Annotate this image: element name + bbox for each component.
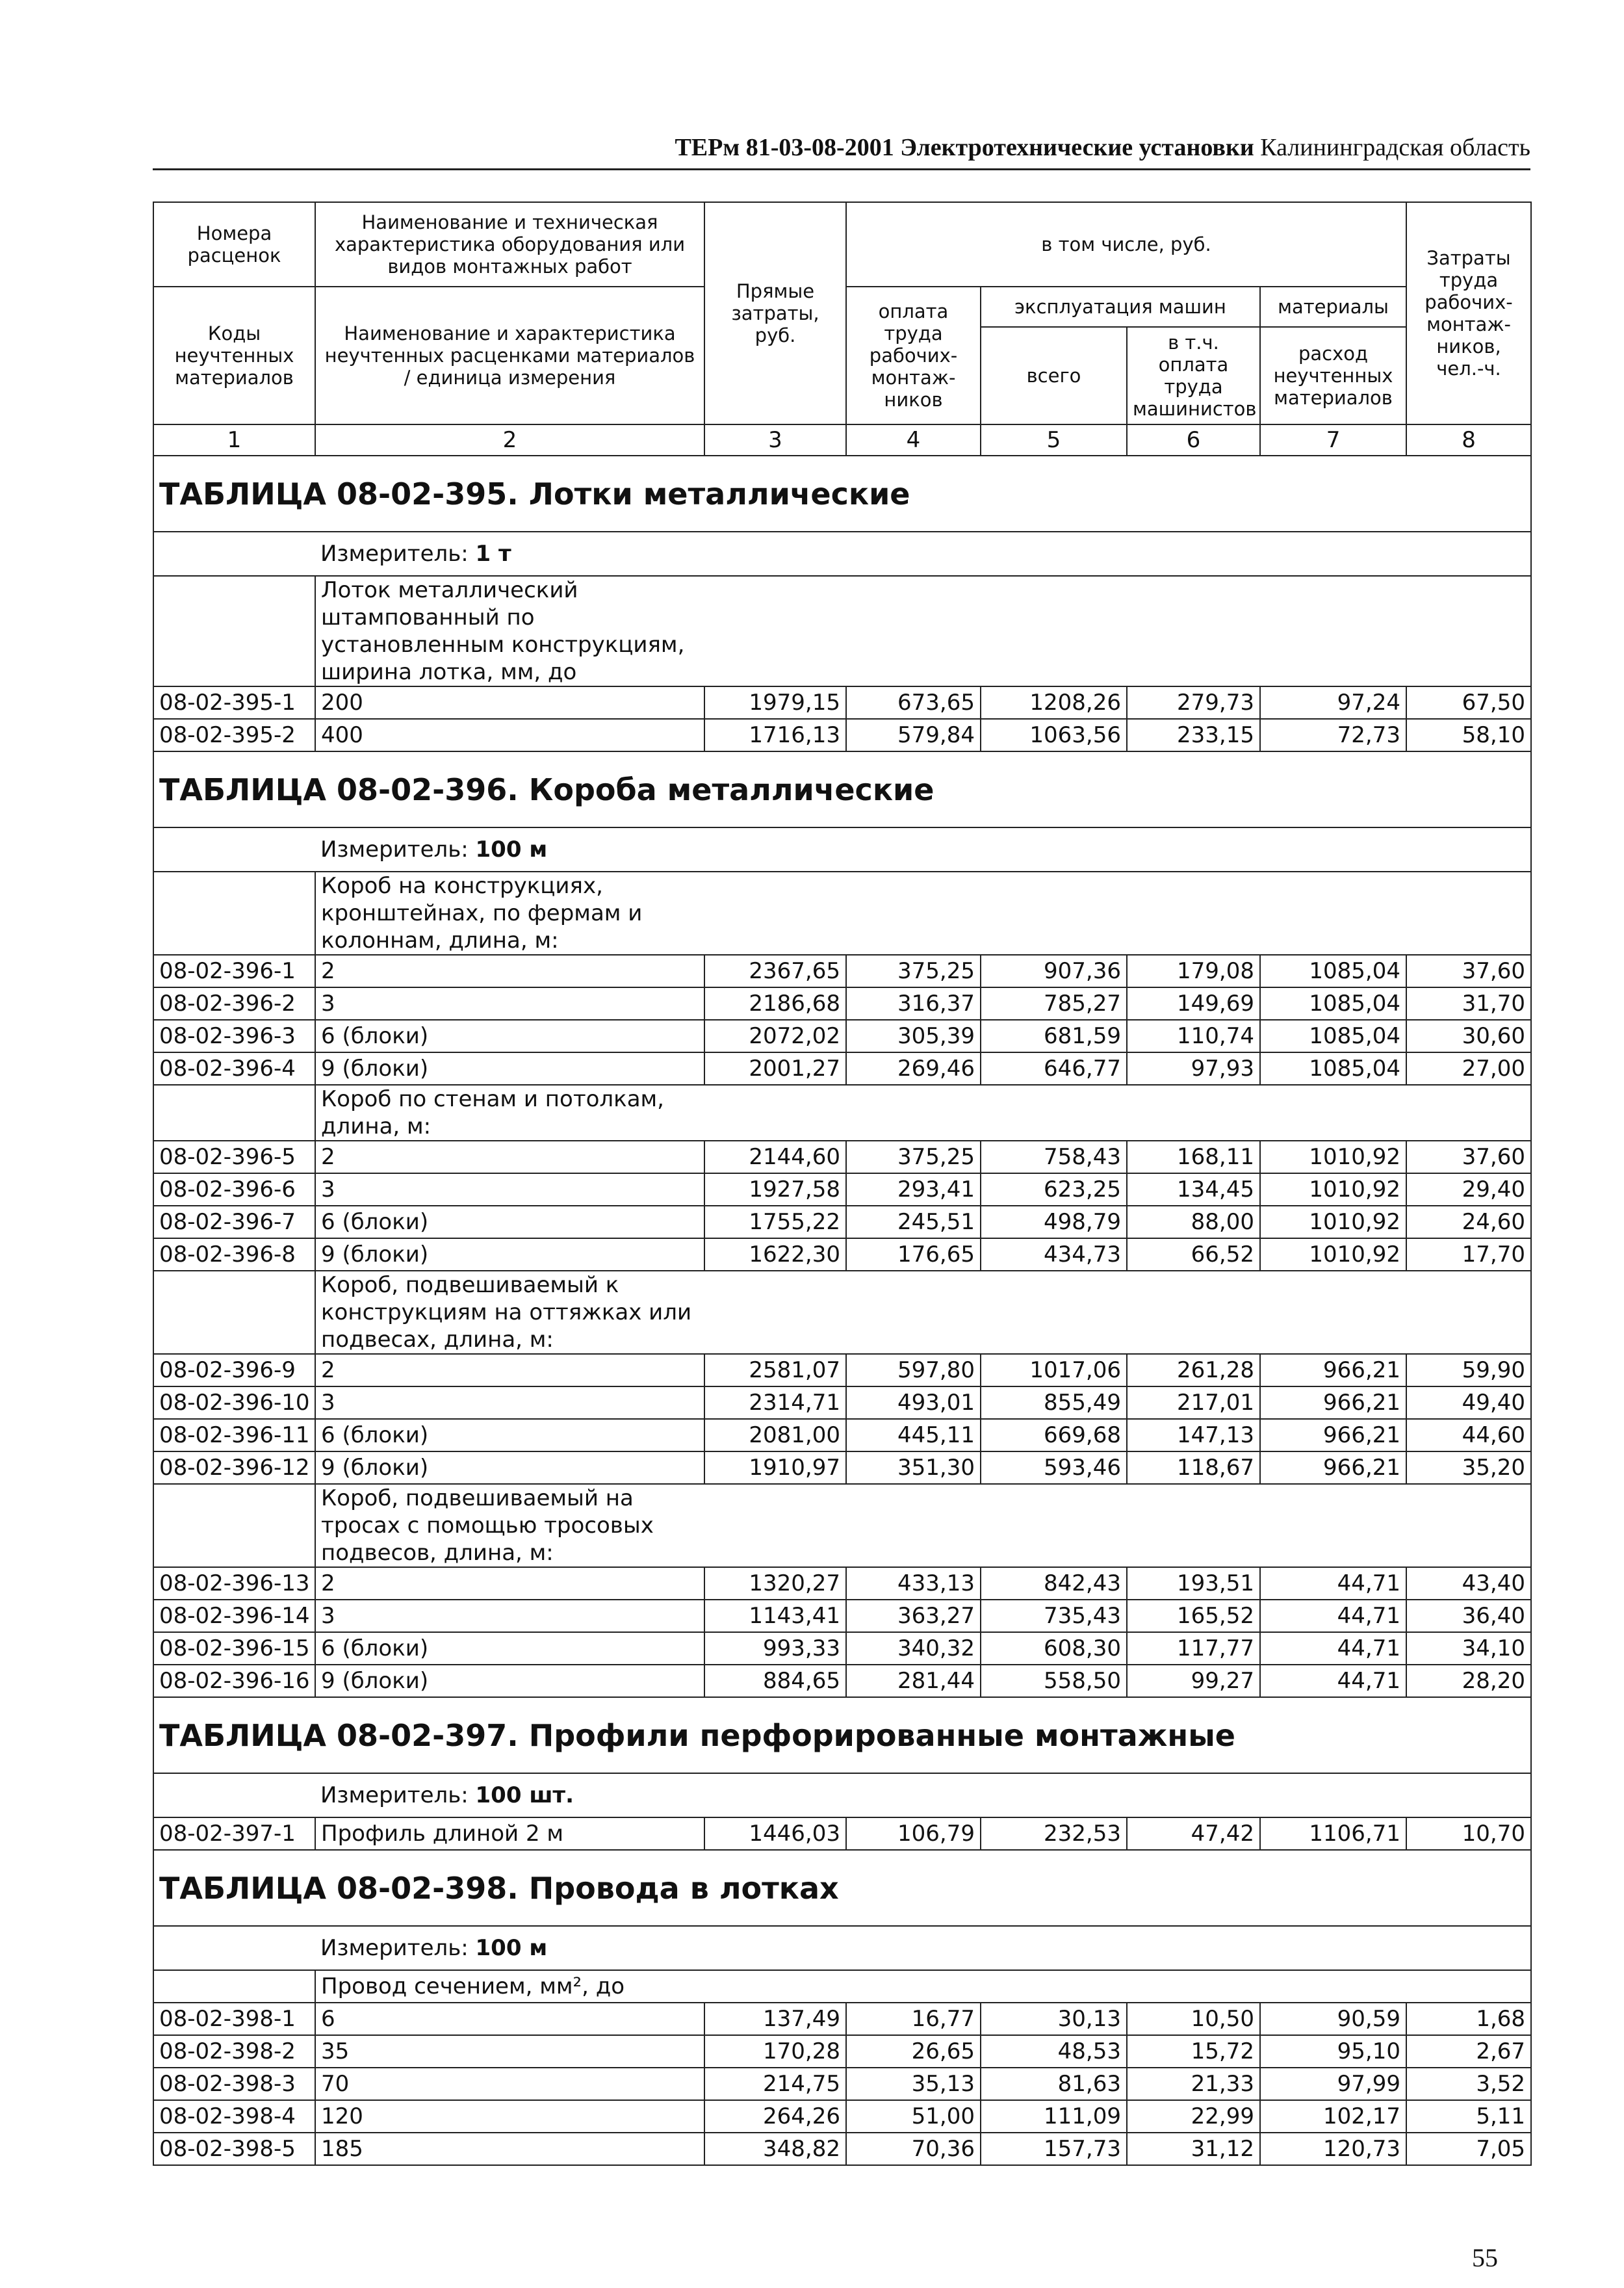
table-row [153,1386,1531,1419]
rate-value-col3: 2314,71 [704,1386,846,1419]
rate-value-col7: 44,71 [1260,1632,1406,1665]
rate-code: 08-02-398-2 [153,2035,315,2068]
rate-value-col4: 35,13 [846,2068,981,2100]
desc-spacer [153,1970,315,2003]
running-header [153,133,1530,170]
rate-value-col5: 758,43 [981,1141,1127,1173]
rate-value-col4: 673,65 [846,686,981,719]
rate-value-col5: 842,43 [981,1567,1127,1600]
rate-value-col7: 90,59 [1260,2003,1406,2035]
col-header-machines-total: всего [981,327,1127,424]
rate-value-col6: 15,72 [1127,2035,1260,2068]
rate-code: 08-02-395-2 [153,719,315,751]
rate-value-col4: 316,37 [846,987,981,1020]
table-row [153,1052,1531,1085]
col-header-materials: материалы [1260,287,1406,327]
table-row [153,955,1531,987]
rate-value-col7: 97,24 [1260,686,1406,719]
desc-filler [704,1271,1531,1354]
table-row [153,1020,1531,1052]
desc-spacer [153,1484,315,1567]
measurement-unit [315,827,1531,872]
table-row [153,1173,1531,1206]
rate-value-col6: 10,50 [1127,2003,1260,2035]
measurement-value: 1 т [475,541,511,567]
rate-value-col6: 179,08 [1127,955,1260,987]
rate-value-col8: 43,40 [1406,1567,1531,1600]
rate-value-col7: 102,17 [1260,2100,1406,2133]
rate-value-col3: 264,26 [704,2100,846,2133]
rate-value-col3: 2001,27 [704,1052,846,1085]
measurement-unit [315,1773,1531,1817]
desc-filler [704,1484,1531,1567]
rate-value-col3: 2581,07 [704,1354,846,1386]
rate-value-col3: 1320,27 [704,1567,846,1600]
rate-value-col3: 2186,68 [704,987,846,1020]
rate-value-col6: 21,33 [1127,2068,1260,2100]
rate-parameter: 2 [315,1567,704,1600]
rate-value-col7: 72,73 [1260,719,1406,751]
rate-value-col5: 735,43 [981,1600,1127,1632]
rate-value-col5: 48,53 [981,2035,1127,2068]
table-body [153,456,1531,2165]
rate-value-col7: 966,21 [1260,1386,1406,1419]
rate-value-col3: 214,75 [704,2068,846,2100]
col-header-wages: оплата труда рабочих-монтаж-ников [846,287,981,424]
table-row [153,1567,1531,1600]
rate-value-col6: 217,01 [1127,1386,1260,1419]
rate-value-col8: 17,70 [1406,1238,1531,1271]
table-row [153,1817,1531,1850]
rate-value-col7: 1010,92 [1260,1206,1406,1238]
rate-value-col6: 165,52 [1127,1600,1260,1632]
rate-parameter: 400 [315,719,704,751]
rate-value-col8: 24,60 [1406,1206,1531,1238]
rate-value-col5: 558,50 [981,1665,1127,1697]
measurement-value: 100 шт. [475,1782,574,1808]
rate-value-col3: 2081,00 [704,1419,846,1451]
page-number: 55 [1472,2243,1498,2272]
rate-parameter: Профиль длиной 2 м [315,1817,704,1850]
rate-parameter: 3 [315,1386,704,1419]
rate-value-col4: 363,27 [846,1600,981,1632]
rate-value-col4: 305,39 [846,1020,981,1052]
rate-code: 08-02-396-1 [153,955,315,987]
column-numbers-row [153,424,1531,456]
rate-value-col8: 37,60 [1406,1141,1531,1173]
rate-value-col4: 176,65 [846,1238,981,1271]
col-header-direct-costs: Прямые затраты, руб. [704,202,846,424]
rate-value-col3: 1716,13 [704,719,846,751]
rate-value-col6: 193,51 [1127,1567,1260,1600]
table-row [153,1238,1531,1271]
group-description: Лоток металлический штампованный по установленным конструкциям, ширина лотка, мм, до [315,576,704,686]
table-row [153,1354,1531,1386]
col-header-rate-numbers: Номера расценок [153,202,315,287]
table-row [153,987,1531,1020]
rate-value-col6: 66,52 [1127,1238,1260,1271]
rate-value-col8: 67,50 [1406,686,1531,719]
rate-value-col5: 669,68 [981,1419,1127,1451]
rate-value-col8: 36,40 [1406,1600,1531,1632]
rate-value-col7: 1085,04 [1260,987,1406,1020]
rate-value-col8: 30,60 [1406,1020,1531,1052]
rate-code: 08-02-396-8 [153,1238,315,1271]
column-number-3: 3 [704,424,846,456]
rate-parameter: 35 [315,2035,704,2068]
measurement-label: Измеритель: [320,1782,476,1808]
col-header-group-including: в том числе, руб. [846,202,1406,287]
rate-value-col6: 88,00 [1127,1206,1260,1238]
rate-value-col6: 99,27 [1127,1665,1260,1697]
column-number-7: 7 [1260,424,1406,456]
table-row [153,1451,1531,1484]
column-number-2: 2 [315,424,704,456]
rate-value-col7: 1010,92 [1260,1238,1406,1271]
table-row [153,686,1531,719]
group-description: Провод сечением, мм², до [315,1970,704,2003]
rate-value-col4: 26,65 [846,2035,981,2068]
meas-spacer [153,827,315,872]
table-row [153,1141,1531,1173]
rate-code: 08-02-396-7 [153,1206,315,1238]
desc-spacer [153,872,315,955]
rate-value-col3: 170,28 [704,2035,846,2068]
rate-value-col8: 37,60 [1406,955,1531,987]
rate-value-col7: 1010,92 [1260,1141,1406,1173]
rate-value-col5: 593,46 [981,1451,1127,1484]
measurement-value: 100 м [475,837,548,863]
rate-parameter: 200 [315,686,704,719]
measurement-label: Измеритель: [320,1935,476,1961]
table-title: ТАБЛИЦА 08-02-395. Лотки металлические [153,456,1531,532]
rate-parameter: 70 [315,2068,704,2100]
rate-parameter: 2 [315,1141,704,1173]
rate-value-col6: 47,42 [1127,1817,1260,1850]
rate-value-col4: 351,30 [846,1451,981,1484]
rate-value-col8: 3,52 [1406,2068,1531,2100]
rate-value-col5: 30,13 [981,2003,1127,2035]
table-row [153,2068,1531,2100]
col-header-material-consumption: расход неучтенных материалов [1260,327,1406,424]
col-header-material-codes: Коды неучтенных материалов [153,287,315,424]
rate-value-col5: 855,49 [981,1386,1127,1419]
rate-value-col8: 7,05 [1406,2133,1531,2165]
rate-value-col6: 22,99 [1127,2100,1260,2133]
rate-value-col4: 579,84 [846,719,981,751]
rate-value-col6: 261,28 [1127,1354,1260,1386]
rate-code: 08-02-396-3 [153,1020,315,1052]
table-title: ТАБЛИЦА 08-02-396. Короба металлические [153,751,1531,827]
rate-value-col4: 433,13 [846,1567,981,1600]
rate-value-col5: 1017,06 [981,1354,1127,1386]
rate-value-col4: 106,79 [846,1817,981,1850]
desc-filler [704,576,1531,686]
rate-value-col6: 97,93 [1127,1052,1260,1085]
rate-code: 08-02-396-2 [153,987,315,1020]
measurement-label: Измеритель: [320,837,476,863]
rate-code: 08-02-396-15 [153,1632,315,1665]
rate-value-col8: 2,67 [1406,2035,1531,2068]
group-description: Короб на конструкциях, кронштейнах, по фермам и колоннам, длина, м: [315,872,704,955]
rate-value-col4: 375,25 [846,955,981,987]
rate-code: 08-02-395-1 [153,686,315,719]
table-row [153,1600,1531,1632]
rate-value-col3: 884,65 [704,1665,846,1697]
rate-parameter: 3 [315,1600,704,1632]
table-row [153,1665,1531,1697]
rate-value-col6: 117,77 [1127,1632,1260,1665]
rate-value-col3: 2072,02 [704,1020,846,1052]
rate-parameter: 120 [315,2100,704,2133]
rate-value-col7: 1085,04 [1260,1020,1406,1052]
table-header [153,202,1531,456]
rate-value-col3: 2367,65 [704,955,846,987]
rate-value-col4: 493,01 [846,1386,981,1419]
rate-value-col6: 147,13 [1127,1419,1260,1451]
rate-code: 08-02-398-5 [153,2133,315,2165]
rate-value-col8: 49,40 [1406,1386,1531,1419]
rate-value-col5: 681,59 [981,1020,1127,1052]
rate-value-col8: 1,68 [1406,2003,1531,2035]
rate-parameter: 6 [315,2003,704,2035]
column-number-1: 1 [153,424,315,456]
rate-parameter: 6 (блоки) [315,1419,704,1451]
rate-value-col7: 966,21 [1260,1451,1406,1484]
rate-code: 08-02-396-16 [153,1665,315,1697]
col-header-machinists-wages: в т.ч. оплата труда машинистов [1127,327,1260,424]
rate-value-col4: 245,51 [846,1206,981,1238]
table-row [153,2100,1531,2133]
rate-value-col8: 10,70 [1406,1817,1531,1850]
rate-value-col5: 646,77 [981,1052,1127,1085]
rate-value-col5: 232,53 [981,1817,1127,1850]
rate-value-col8: 28,20 [1406,1665,1531,1697]
rate-value-col7: 1106,71 [1260,1817,1406,1850]
rate-value-col7: 95,10 [1260,2035,1406,2068]
rate-value-col5: 785,27 [981,987,1127,1020]
rate-value-col5: 623,25 [981,1173,1127,1206]
rate-value-col7: 1010,92 [1260,1173,1406,1206]
table-row [153,719,1531,751]
rate-code: 08-02-396-9 [153,1354,315,1386]
rate-value-col5: 907,36 [981,955,1127,987]
rate-value-col7: 1085,04 [1260,955,1406,987]
measurement-unit [315,1926,1531,1970]
rate-value-col5: 608,30 [981,1632,1127,1665]
rate-code: 08-02-396-5 [153,1141,315,1173]
rate-value-col4: 597,80 [846,1354,981,1386]
table-title: ТАБЛИЦА 08-02-398. Провода в лотках [153,1850,1531,1926]
rate-value-col4: 375,25 [846,1141,981,1173]
desc-spacer [153,1085,315,1141]
header-doc-code: ТЕРм 81-03-08-2001 Электротехнические установки [675,134,1254,161]
rate-value-col3: 1622,30 [704,1238,846,1271]
rate-value-col4: 16,77 [846,2003,981,2035]
rate-value-col7: 44,71 [1260,1665,1406,1697]
table-row [153,1206,1531,1238]
rate-code: 08-02-398-1 [153,2003,315,2035]
rate-value-col8: 29,40 [1406,1173,1531,1206]
rate-value-col6: 233,15 [1127,719,1260,751]
meas-spacer [153,532,315,576]
rate-value-col6: 31,12 [1127,2133,1260,2165]
rate-code: 08-02-398-4 [153,2100,315,2133]
table-title: ТАБЛИЦА 08-02-397. Профили перфорированные монтажные [153,1697,1531,1773]
group-description: Короб, подвешиваемый к конструкциям на оттяжках или подвесах, длина, м: [315,1271,704,1354]
meas-spacer [153,1926,315,1970]
rate-value-col3: 2144,60 [704,1141,846,1173]
rate-parameter: 2 [315,1354,704,1386]
column-number-4: 4 [846,424,981,456]
rate-value-col5: 1208,26 [981,686,1127,719]
rate-value-col8: 27,00 [1406,1052,1531,1085]
measurement-value: 100 м [475,1935,548,1961]
rate-value-col5: 111,09 [981,2100,1127,2133]
col-header-work-name: Наименование и техническая характеристика оборудования или видов монтажных работ [315,202,704,287]
rate-value-col3: 348,82 [704,2133,846,2165]
desc-filler [704,872,1531,955]
rate-code: 08-02-398-3 [153,2068,315,2100]
rate-code: 08-02-396-4 [153,1052,315,1085]
rate-parameter: 9 (блоки) [315,1451,704,1484]
rate-value-col5: 81,63 [981,2068,1127,2100]
rate-value-col3: 1910,97 [704,1451,846,1484]
rate-value-col4: 70,36 [846,2133,981,2165]
rate-value-col7: 966,21 [1260,1419,1406,1451]
col-header-labor-hours: Затраты труда рабочих-монтаж-ников, чел.-ч. [1406,202,1531,424]
rate-value-col3: 1755,22 [704,1206,846,1238]
measurement-label: Измеритель: [320,541,476,567]
rate-parameter: 6 (блоки) [315,1020,704,1052]
rate-value-col6: 134,45 [1127,1173,1260,1206]
measurement-unit [315,532,1531,576]
rate-parameter: 6 (блоки) [315,1632,704,1665]
rate-code: 08-02-396-6 [153,1173,315,1206]
rate-value-col8: 5,11 [1406,2100,1531,2133]
rate-value-col4: 269,46 [846,1052,981,1085]
rate-value-col3: 1143,41 [704,1600,846,1632]
rate-parameter: 185 [315,2133,704,2165]
col-header-machines: эксплуатация машин [981,287,1260,327]
rate-parameter: 9 (блоки) [315,1665,704,1697]
rate-value-col7: 120,73 [1260,2133,1406,2165]
rate-value-col3: 1979,15 [704,686,846,719]
rate-parameter: 2 [315,955,704,987]
rate-value-col4: 340,32 [846,1632,981,1665]
desc-spacer [153,1271,315,1354]
rate-value-col5: 1063,56 [981,719,1127,751]
table-row [153,2035,1531,2068]
table-row [153,2003,1531,2035]
rate-value-col8: 31,70 [1406,987,1531,1020]
column-number-6: 6 [1127,424,1260,456]
rate-code: 08-02-396-12 [153,1451,315,1484]
rate-value-col8: 59,90 [1406,1354,1531,1386]
rate-value-col4: 293,41 [846,1173,981,1206]
column-number-8: 8 [1406,424,1531,456]
rate-value-col7: 966,21 [1260,1354,1406,1386]
rate-value-col7: 44,71 [1260,1567,1406,1600]
rate-code: 08-02-396-13 [153,1567,315,1600]
rate-value-col6: 110,74 [1127,1020,1260,1052]
rate-value-col8: 34,10 [1406,1632,1531,1665]
rate-value-col6: 168,11 [1127,1141,1260,1173]
rate-code: 08-02-396-14 [153,1600,315,1632]
group-description: Короб, подвешиваемый на тросах с помощью тросовых подвесов, длина, м: [315,1484,704,1567]
desc-filler [704,1970,1531,2003]
rate-code: 08-02-397-1 [153,1817,315,1850]
rate-code: 08-02-396-11 [153,1419,315,1451]
rate-value-col3: 993,33 [704,1632,846,1665]
rate-value-col3: 1446,03 [704,1817,846,1850]
rate-parameter: 9 (блоки) [315,1238,704,1271]
rate-value-col3: 137,49 [704,2003,846,2035]
rate-value-col4: 445,11 [846,1419,981,1451]
desc-filler [704,1085,1531,1141]
col-header-material-name: Наименование и характеристика неучтенных расценками материалов / единица измерения [315,287,704,424]
rate-value-col5: 498,79 [981,1206,1127,1238]
header-region: Калининградская область [1260,134,1530,161]
rate-value-col7: 1085,04 [1260,1052,1406,1085]
meas-spacer [153,1773,315,1817]
rate-value-col6: 118,67 [1127,1451,1260,1484]
rate-value-col5: 434,73 [981,1238,1127,1271]
rate-value-col7: 44,71 [1260,1600,1406,1632]
rate-value-col7: 97,99 [1260,2068,1406,2100]
column-number-5: 5 [981,424,1127,456]
rate-parameter: 3 [315,1173,704,1206]
table-row [153,2133,1531,2165]
rate-parameter: 6 (блоки) [315,1206,704,1238]
rate-value-col8: 35,20 [1406,1451,1531,1484]
rate-parameter: 3 [315,987,704,1020]
rate-value-col8: 58,10 [1406,719,1531,751]
rate-value-col3: 1927,58 [704,1173,846,1206]
rate-value-col4: 51,00 [846,2100,981,2133]
rate-value-col4: 281,44 [846,1665,981,1697]
rate-value-col5: 157,73 [981,2133,1127,2165]
price-table [153,202,1532,2166]
table-row [153,1632,1531,1665]
rate-code: 08-02-396-10 [153,1386,315,1419]
rate-value-col6: 149,69 [1127,987,1260,1020]
rate-value-col6: 279,73 [1127,686,1260,719]
group-description: Короб по стенам и потолкам, длина, м: [315,1085,704,1141]
desc-spacer [153,576,315,686]
rate-value-col8: 44,60 [1406,1419,1531,1451]
table-row [153,1419,1531,1451]
rate-parameter: 9 (блоки) [315,1052,704,1085]
